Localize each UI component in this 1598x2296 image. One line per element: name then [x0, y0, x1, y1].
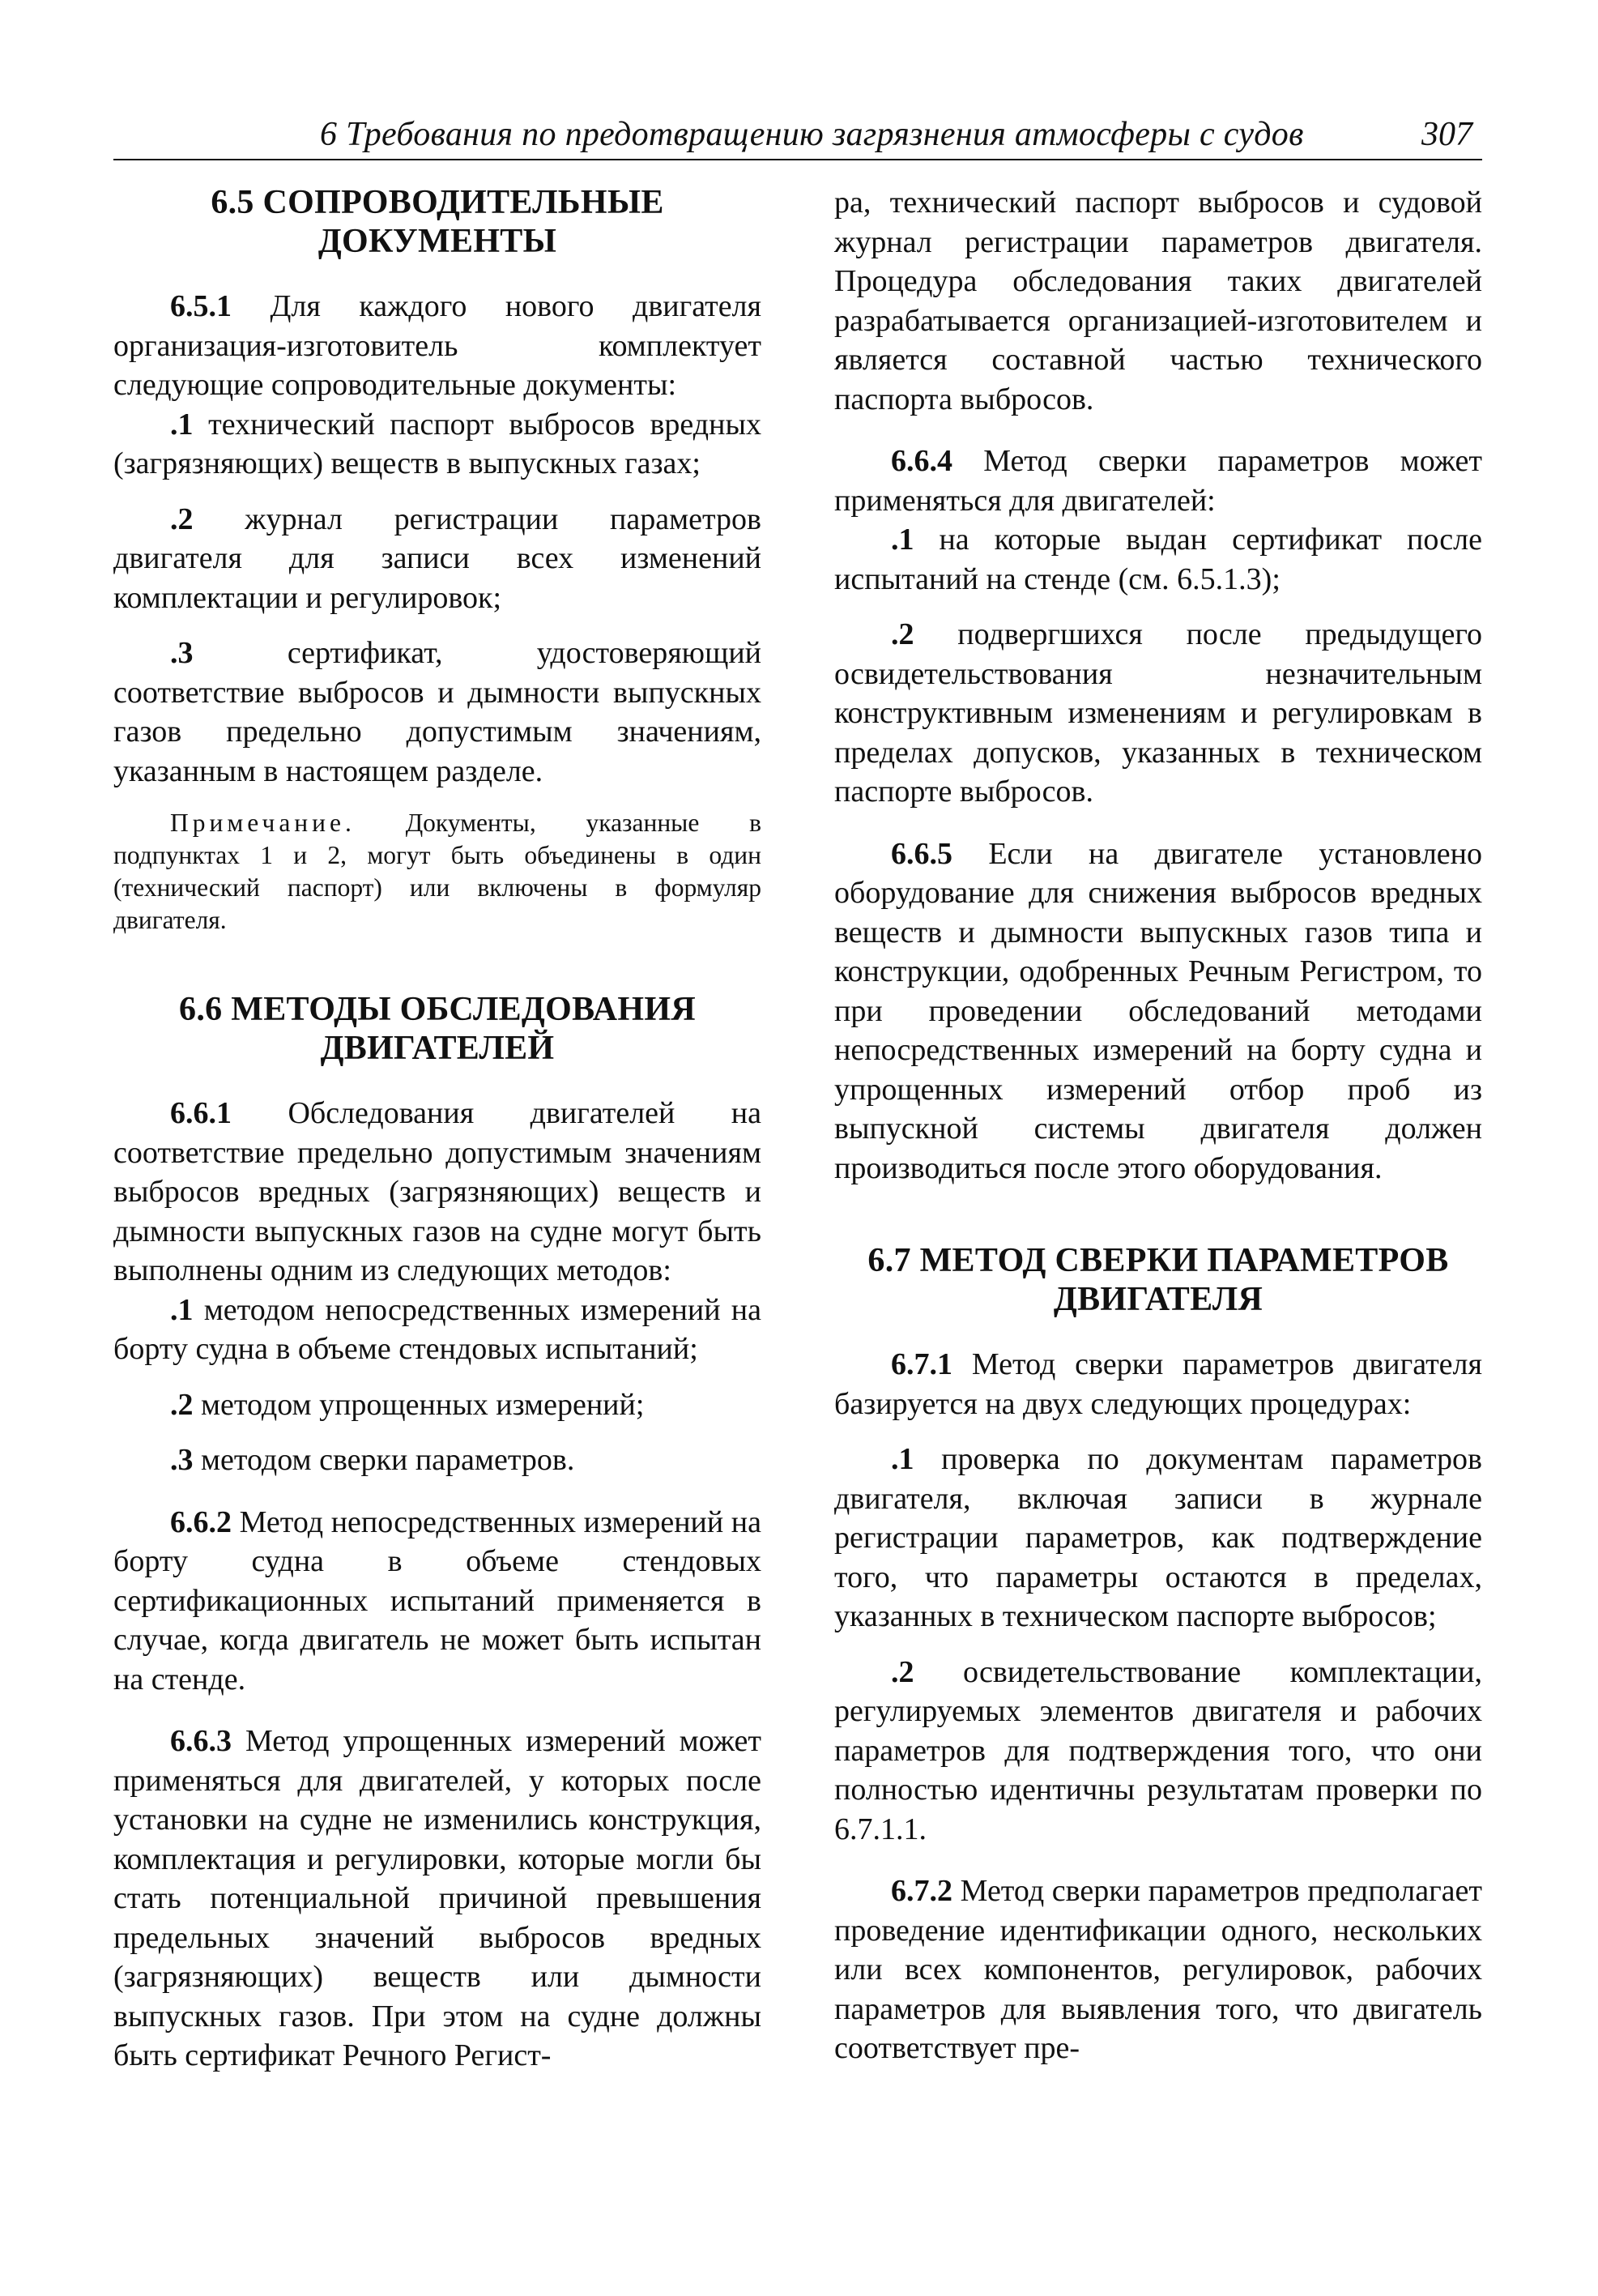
item-text: проверка по документам параметров двигателя, включая записи в журнале регистрации параметров, как подтверждение того, что параметры остаются в пределах, указанных в техническом паспорте выбросов; [834, 1442, 1482, 1633]
list-item-6-5-1-1 [113, 405, 761, 484]
paragraph-text: Обследования двигателей на соответствие предельно допустимым значениям выбросов вредных (загрязняющих) веществ и дымности выпускных газов на судне могут быть выполнены одним из следующих методов: [113, 1096, 761, 1287]
list-item-6-6-1-3 [113, 1440, 761, 1480]
paragraph-6-6-1 [113, 1094, 761, 1291]
section-6-6-heading [113, 990, 761, 1068]
paragraph-6-6-3-continued: ра, технический паспорт выбросов и судовой журнал регистрации параметров двигателя. Процедура обследования таких двигателей разрабатывается организацией-изготовителем и является составной частью технического паспорта выбросов. [834, 186, 1482, 416]
paragraph-text: Метод сверки параметров может применяться для двигателей: [834, 444, 1482, 518]
list-item-6-6-4-2 [834, 615, 1482, 812]
item-number: .2 [891, 617, 914, 651]
paragraph-6-6-2 [113, 1503, 761, 1700]
paragraph-text: Для каждого нового двигателя организация-изготовитель комплектует следующие сопроводительные документы: [113, 289, 761, 402]
paragraph-6-6-3 [113, 1722, 761, 2076]
item-text: методом упрощенных измерений; [201, 1387, 645, 1422]
clause-number: 6.7.2 [891, 1874, 952, 1908]
list-item-6-5-1-3 [113, 634, 761, 791]
item-text: методом непосредственных измерений на борту судна в объеме стендовых испытаний; [113, 1292, 761, 1366]
right-column [834, 183, 1482, 2068]
item-number: .1 [170, 1292, 194, 1327]
clause-number: 6.6.1 [170, 1096, 232, 1130]
clause-number: 6.6.3 [170, 1724, 232, 1758]
heading-line: 6.6 МЕТОДЫ ОБСЛЕДОВАНИЯ [179, 991, 696, 1028]
clause-number: 6.5.1 [170, 289, 232, 323]
item-text: сертификат, удостоверяющий соответствие выбросов и дымности выпускных газов предельно допустимым значениям, указанным в настоящем разделе. [113, 636, 762, 788]
list-item-6-7-1-2 [834, 1653, 1482, 1850]
item-text: методом сверки параметров. [201, 1443, 575, 1477]
list-item-6-6-4-1 [834, 520, 1482, 599]
clause-number: 6.6.4 [891, 444, 952, 478]
heading-line: 6.7 МЕТОД СВЕРКИ ПАРАМЕТРОВ [867, 1242, 1449, 1279]
paragraph-text: Если на двигателе установлено оборудование для снижения выбросов вредных веществ и дымности выпускных газов типа и конструкции, одобренных Речным Регистром, то при проведении обследований методами непосредственных измерений на борту судна и упрощенных измерений отбор проб из выпускной системы двигателя должен производиться после этого оборудования. [834, 836, 1482, 1185]
heading-line: 6.5 СОПРОВОДИТЕЛЬНЫЕ [211, 184, 664, 221]
section-6-5-heading [113, 183, 761, 261]
list-item-6-5-1-2 [113, 500, 761, 618]
section-6-7-heading [834, 1241, 1482, 1319]
note-label: Примечание. [170, 809, 356, 837]
item-number: .3 [170, 1443, 194, 1477]
left-column [113, 183, 761, 2076]
heading-line: ДВИГАТЕЛЯ [1053, 1281, 1263, 1318]
item-text: подвергшихся после предыдущего освидетельствования незначительным конструктивным изменениям и регулировкам в пределах допусков, указанных в техническом паспорте выбросов. [834, 617, 1482, 809]
paragraph-text: Метод сверки параметров предполагает проведение идентификации одного, нескольких или всех компонентов, регулировок, рабочих параметров для выявления того, что двигатель соответствует пре- [834, 1874, 1482, 2065]
clause-number: 6.6.5 [891, 836, 952, 871]
paragraph-6-5-1 [113, 287, 761, 405]
running-header [113, 110, 1482, 160]
clause-number: 6.6.2 [170, 1504, 232, 1539]
item-text: журнал регистрации параметров двигателя для записи всех изменений комплектации и регулировок; [113, 501, 761, 615]
list-item-6-7-1-1 [834, 1440, 1482, 1637]
running-header-title: 6 Требования по предотвращению загрязнения атмосферы с судов [320, 116, 1304, 153]
paragraph-text: Метод непосредственных измерений на борту судна в объеме стендовых сертификационных испытаний применяется в случае, когда двигатель не может быть испытан на стенде. [113, 1504, 762, 1696]
paragraph-6-6-5 [834, 834, 1482, 1189]
note-paragraph [113, 807, 761, 937]
item-number: .1 [891, 523, 914, 557]
paragraph-text: Метод упрощенных измерений может применяться для двигателей, у которых после установки на судне не изменились конструкция, комплектация и регулировки, которые могли бы стать потенциальной причиной превышения предельных значений выбросов вредных (загрязняющих) веществ или дымности выпускных газов. При этом на судне должны быть сертификат Речного Регист- [113, 1724, 762, 2072]
item-number: .1 [170, 407, 194, 442]
note-text: Документы, указанные в подпунктах 1 и 2, могут быть объединены в один (технический паспорт) или включены в формуляр двигателя. [113, 809, 761, 934]
item-number: .2 [170, 501, 194, 536]
list-item-6-6-1-2 [113, 1385, 761, 1425]
list-item-6-6-1-1 [113, 1291, 761, 1369]
item-text: освидетельствование комплектации, регулируемых элементов двигателя и рабочих параметров для подтверждения того, что они полностью идентичны результатам проверки по 6.7.1.1. [834, 1654, 1483, 1846]
paragraph-text: Метод сверки параметров двигателя базируется на двух следующих процедурах: [834, 1347, 1482, 1421]
item-number: .2 [170, 1387, 194, 1422]
item-number: .3 [170, 636, 194, 670]
item-number: .2 [891, 1654, 914, 1689]
item-text: на которые выдан сертификат после испытаний на стенде (см. 6.5.1.3); [834, 523, 1483, 596]
item-number: .1 [891, 1442, 914, 1476]
clause-number: 6.7.1 [891, 1347, 952, 1381]
page-number: 307 [1421, 116, 1472, 153]
item-text: технический паспорт выбросов вредных (загрязняющих) веществ в выпускных газах; [113, 407, 761, 480]
paragraph-6-6-4 [834, 442, 1482, 520]
paragraph-6-7-1 [834, 1345, 1482, 1423]
paragraph-6-7-2 [834, 1871, 1482, 2068]
heading-line: ДОКУМЕНТЫ [317, 223, 557, 260]
heading-line: ДВИГАТЕЛЕЙ [320, 1030, 555, 1067]
